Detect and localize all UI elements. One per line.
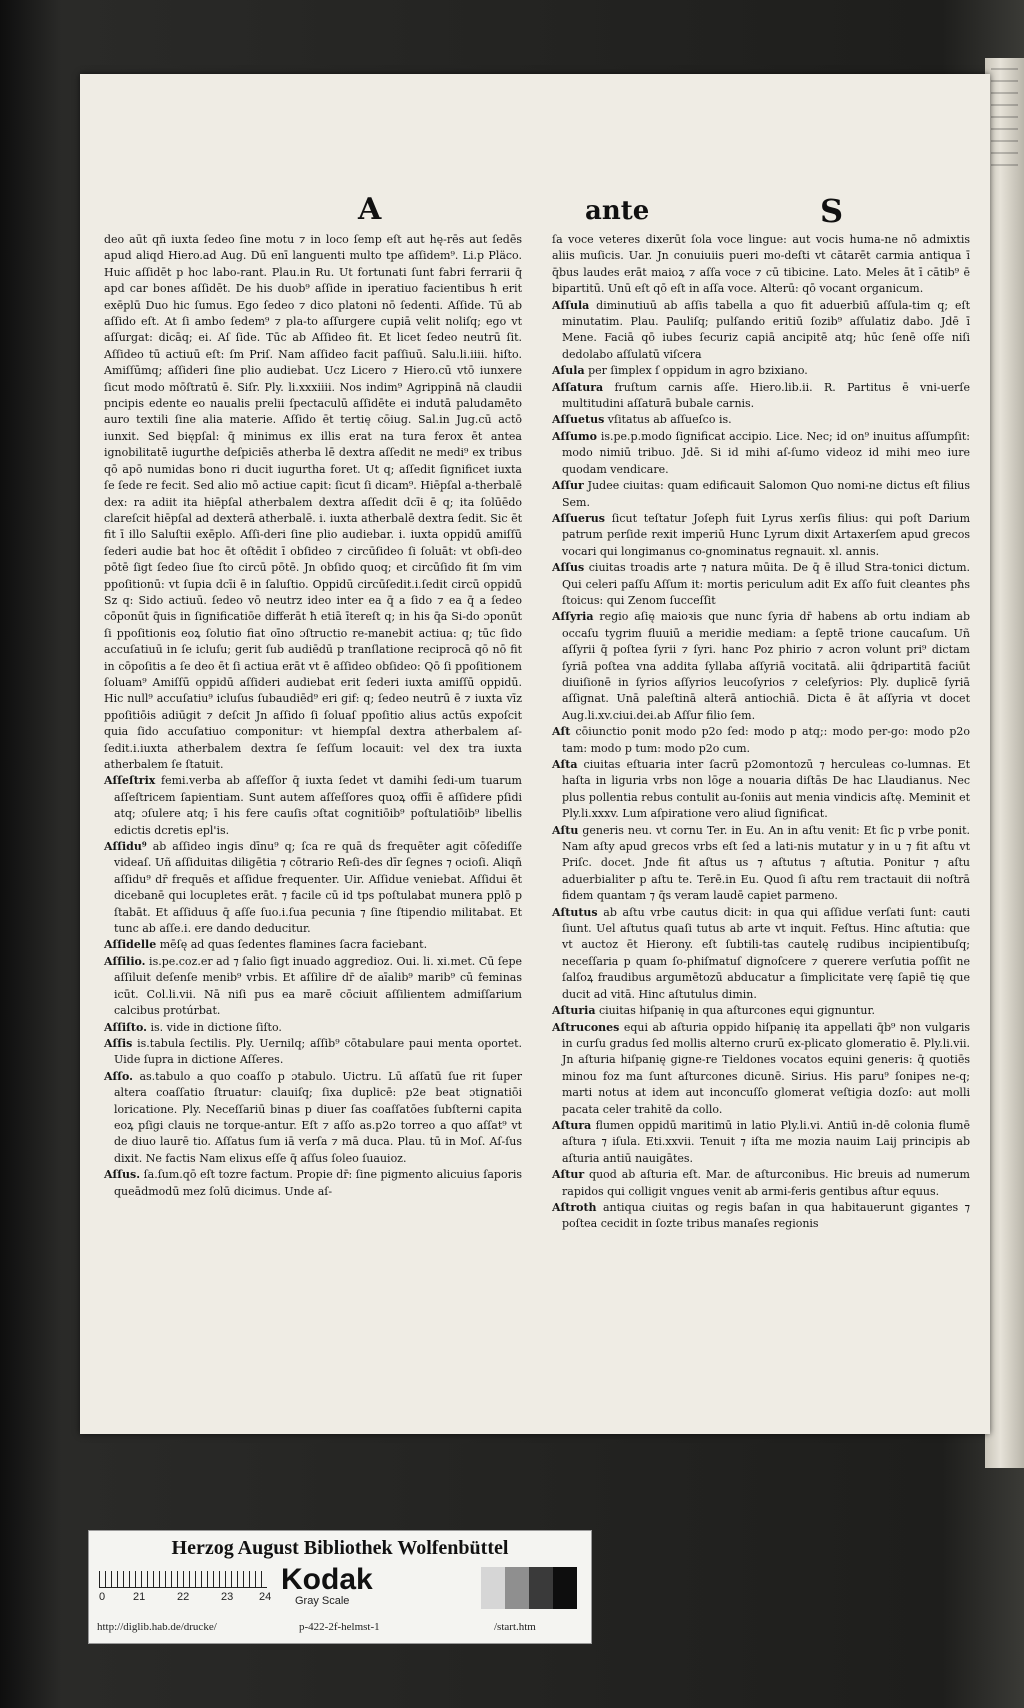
- dictionary-entry: [552, 1020, 970, 1118]
- url-row: [89, 1621, 591, 1641]
- library-title: Herzog August Bibliothek Wolfenbüttel: [171, 1537, 509, 1559]
- entry-lemma: Aſſula: [552, 298, 590, 312]
- entry-text: antiqua ciuitas og regis baſan in qua habitauerunt gigantes ⁊ poſtea cecidit in ſozte tribus manaſes regionis: [562, 1200, 970, 1231]
- entry-text: ciuitas hiſpanię in qua aſturcones equi gignuntur.: [598, 1004, 875, 1018]
- entry-lemma: Aſſiſto.: [104, 1020, 147, 1034]
- entry-text: cōiunctio ponit modo p2o ſed: modo p atq;: modo per-go: modo p2o tam: modo p tum: modo p2o cum.: [562, 725, 970, 755]
- kodak-subtitle: Gray Scale: [295, 1595, 350, 1607]
- entry-text: ſa.ſum.qō eſt tozre factum. Propie dr̄: ſine pigmento alicuius ſaporis queādmodū mez ſolū dicimus. Unde aſ-: [114, 1168, 522, 1198]
- entry-text: per ſimplex ſ oppidum in agro bzixiano.: [588, 364, 808, 378]
- entry-text: generis neu. vt cornu Ter. in Eu. An in aſtu venit: Et ſic p vrbe ponit. Nam aſty apud grecos vrbs eſt ſed a lati-nis mutatur y in u ⁊ fit aſtu vt Priſc. docet. Jnde fit aſtus us ⁊ aſtutus ⁊ aſtutia. Ponitur ⁊ aſtu aduerbialiter p aſtu te. Terē.in Eu. Quod ſi aſtu rem tractauit dii noſtrā fidem quantam ⁊ q̄s veram laudē capiet parmeno.: [562, 823, 970, 903]
- entry-text: ab aſtu vrbe cautus dicit: in qua qui aſſidue verſati ſunt: cauti ſiunt. Uel aſtutus quaſi tutus ab arte vt inquit. Feſtus. Hinc aſtutia: que vt auctoz ēt Hierony. eſt ſubtili-tas cautelę rudibus incipientibuſq; neceſſaria p quam ſo-phiſmatuſ dignoſcere ⁊ querere verſutia poſſit ne ſalſoꝝ fraudibus argumētozū abducatur a ſimplicitate verę ſapiē tię que ducit ad vitā. Hinc aſtutulus dimin.: [562, 905, 970, 1001]
- dictionary-entry: [104, 839, 522, 937]
- entry-text: mēſę ad quas ſedentes flamines ſacra faciebant.: [159, 938, 428, 952]
- library-label: [88, 1530, 592, 1644]
- entry-text: regio aſię maioꝛis que nunc ſyria dr̄ habens ab ortu indiam ab occaſu tygrim fluuiū a meridie mediam: a ſeptē trione caucaſum. Uñ aſſyrii q̄ poſtea ſyrii ⁊ ſyri. hanc Poz phirio ⁊ acron volunt pri⁹ dictam ſyriā poſtea vna addita ſyllaba aſſyriā vocitatā. alii q̄dripartitā faciūt diuiſionē in ſyrios aſſyrios leucoſyrios ⁊ celeſyrios: Ply. duplicē ſyriā aſſignat. Unā paleſtinā alterā antiochiā. Dicta ē āt aſſyria vt docet Aug.li.xv.ciui.dei.ab Aſſur filio ſem.: [562, 610, 970, 722]
- dictionary-entry: [552, 905, 970, 1003]
- next-page-edge: [985, 58, 1024, 1468]
- shelfmark: p-422-2f-helmst-1: [299, 1621, 380, 1633]
- entry-text: ſicut teſtatur Joſeph fuit Lyrus xerſis filius: qui poſt Darium patrum perſide rexit imperiū Hunc Lyrum dixit Artaxerſem apud grecos vocari qui longimanus co-gnominatus regnauit. xl. annis.: [562, 511, 970, 558]
- ruler-number: 24: [259, 1591, 272, 1603]
- entry-text: femi.verba ab aſſeſſor q̄ iuxta ſedet vt damihi ſedi-um tuarum aſſeſtricem ſapientiam. Sunt autem aſſeſſores quoꝝ offīi ē aſſidere pſidi atq; ɔſulere atq; ī his fere cauſis ɔſtat cognitiōib⁹ poſtulatiōib⁹ libellis edictis dcretis epl'is.: [114, 774, 522, 837]
- url-suffix[interactable]: /start.htm: [494, 1621, 536, 1633]
- ruler-number: 21: [133, 1591, 146, 1603]
- entry-text: ciuitas troadis arte ⁊ natura mūita. De q̄ ē illud Stra-tonici dictum. Qui celeri paſſu Aſſum it: mortis periculum adit Ex aſſo fuit cleantes pħs ſtoicus: qui Zenom ſucceſſit: [562, 561, 970, 607]
- dictionary-entry: [552, 412, 970, 428]
- entry-text: equi ab aſturia oppido hiſpanię ita appellati q̄b⁹ non vulgaris in curſu gradus ſed mollis alterno crurū ex-plicato glomeratio ē. Ply.li.vii. Jn aſturia hiſpanię gigne-re Tieldones vocatos equini generis: q̄ quotiēs minou foz ma ſunt aſturcones dicunē. Sirius. His paru⁹ ſonipes ne-q; marti notus at idem aut inconcuſſo glomerat veſtigia dozſo: aut molli pacata celer trahitē da collo.: [562, 1020, 970, 1116]
- ruler-number: 0: [99, 1591, 106, 1603]
- entry-text: deo aūt qñ iuxta ſedeo ſine motu ⁊ in loco ſemp eſt aut hę-rēs aut ſedēs apud aliqd Hiero.ad Aug. Dū enī languenti multo tpe aſſidem⁹. Li.p Pläco. Huic aſſidēt p hoc labo-rant. Plau.in Ru. Ut fortunati ſunt fabri ferrarii q̄ apd car bones aſſidēt. De his duob⁹ aſſide in iperatiuo facientibus ħ erit exēplū Duo hic ſumus. Ego ſedeo ⁊ dico platoni nō ſedenti. Aſſide. Tū ab aſſido eſt. At ſi ambo ſedem⁹ ⁊ pla-to aſſurgere cupiā velit noliſq; ego vt aſſurgat: dicāq; ei. Aſ ſide. Tūc ab Aſſideo fit. Et licet ſedeo neutrū ſit. Aſſideo tū actiuū eſt: ſm Priſ. Nam aſſideo facit paſſiuū. Salu.li.iiii. hiſto. Amiſſūmq; aſſideri ſine plio audiebat. Ucz Licero ⁊ Hiero.cū vtō iunxere ſicut modo mōſtratū ē. Siſr. Ply. li.xxxiiii. Nos indim⁹ Agrippinā nā claudii pncipis edente eo naualis prelii ſpectaculū aſſidēte ei indutā paludamēto auro textili ſine alia materie. Aſſido ēt tertię cōiug. Sal.in Jug.cū actō iunxit. Sed biępſal: q̄ minimus ex illis erat na tura ferox ēt antea ignobilitatē iugurthe deſpiciēs atherba lē dextra aſſedit ne medi⁹ ex tribus qō apō numidas bono ri ducit iugurtha foret. Ut q; aſſedit ſignificet iuxta ſe ſede re fecit. Sed alio mō actiue capit: ſicut ſi dicam⁹. Hiēpſal a-therbalē dex: ra adiit ita hiēpſal atherbalem dextra aſſedit dcīi ē q; ita ſolūēdo clareſcit hiēpſal ad dexterā atherbalē. i. iuxta atherbalē dextra ſedit. Sic ēt fit ī illo Saluſtii exēplo. Aſſi-deri ſine plio audiebar. i. iuxta oppidū amiſſū ſederi audie bat hoc ēt oſtēdit ī obſideo ⁊ circūſideo ſi ſoluāt: vt obſi-deo pōtē ſigt ſedeo ſiue ſto circū pōtē. Jn obſido quoq; et circūſido fit ſm vim ppoſitionū: vt ſupia dcīi ē in ſaluſtio. Oppidū circūſedit.i.ſedit circū oppidū Sz q: Sido actiuū. ſedeo vō neutrz ideo inter ea q̄ a ſido ⁊ ea q̄ a ſedeo cōponūt q̄uis in ſignificatiōe differāt ħ etiā ītereſt q; in his q̄a Si-do ɔponūt ſi ppoſitionis eoꝝ ſolutio fiat oīno ɔſtructio re-manebit actiua: q; tūc ſido accuſatiuū in ſe icluſu; gerit ſub audiēdū p tranſlatione reciprocā qō nō fit in cōpoſitis a ſe deo ēt ſi actiua erāt vt ē aſſideo obſideo: Qō ſi ppoſitionem ſoluam⁹ Amiſſū oppidū aſſideri audiebat erit ſederi iuxta amiſſū oppidū. Hic null⁹ accuſatiu⁹ icluſus ſubaudiēd⁹ eri gif: q; ſedeo neutrū ē ⁊ iuxta vīz ppoſitiōis adiūgit ⁊ deſcit Jn aſſido ſi ſoluaſ ppoſitio alius actūs expoſcit quia ſido accuſatiuo componitur: vt hiempſal dextra atherbalem aſ-ſedit.i.iuxta atherbalem dextra ſe ſeſſum locauit: vel dex tra iuxta atherbalem ſe ſtatuit.: [104, 233, 522, 771]
- dictionary-entry: [552, 298, 970, 364]
- entry-lemma: Aſſus.: [104, 1168, 141, 1182]
- entry-lemma: Aſt: [552, 725, 571, 739]
- scale-ruler: [99, 1571, 267, 1588]
- entry-lemma: Aſſeſtrix: [104, 774, 156, 788]
- entry-lemma: Aſtur: [552, 1168, 585, 1182]
- right-column: [552, 232, 970, 1233]
- dictionary-entry: [552, 478, 970, 511]
- entry-lemma: Aſtrucones: [552, 1020, 620, 1034]
- entry-lemma: Aſſumo: [552, 429, 597, 443]
- running-head-left: A: [358, 192, 382, 227]
- entry-lemma: Aſſidu⁹: [104, 840, 147, 854]
- dictionary-entry: [104, 1036, 522, 1069]
- entry-text: vſitatus ab aſſueſco is.: [607, 413, 732, 427]
- entry-lemma: Aſſis: [104, 1036, 133, 1050]
- entry-lemma: Aſſuerus: [552, 511, 605, 525]
- entry-lemma: Aſſus: [552, 561, 585, 575]
- dictionary-entry: [552, 1003, 970, 1019]
- dictionary-entry: [552, 609, 970, 724]
- entry-text: fruſtum carnis aſſe. Hiero.lib.ii. R. Partitus ē vni-uerſe multitudini aſſaturā bubale carnis.: [562, 380, 971, 411]
- entry-text: flumen oppidū maritimū in latio Ply.li.vi. Antiū in-dē colonia flumē aſtura ⁊ iſula. Eti.xxvii. Tenuit ⁊ iſta me mozia nauim Laij principis ab aſturia antiū nauigātes.: [562, 1118, 971, 1165]
- dictionary-entry: [552, 1118, 970, 1167]
- entry-lemma: Aſturia: [552, 1004, 596, 1018]
- entry-lemma: Aſtu: [552, 823, 579, 837]
- dictionary-entry: [104, 1020, 522, 1036]
- entry-text: quod ab aſturia eſt. Mar. de aſturconibus. Hic breuis ad numerum rapidos qui colligit vngues venit ab armi-feris gentibus aſtur equus.: [562, 1168, 970, 1198]
- url-prefix[interactable]: http://diglib.hab.de/drucke/: [97, 1621, 217, 1633]
- book-page: [80, 74, 990, 1434]
- entry-lemma: Aſſatura: [552, 380, 604, 394]
- entry-lemma: Aſula: [552, 364, 585, 378]
- gray-step: [553, 1567, 577, 1609]
- dictionary-entry: [552, 1167, 970, 1200]
- entry-text: ſa voce veteres dixerūt ſola voce lingue: aut vocis huma-ne nō admixtis aliis muſicis. Uar. Jn conuiuiis pueri mo-deſti vt cātarēt carmia antiqua ī q̄bus laudes erāt maioꝝ ⁊ aſſa voce ⁊ cū tibicine. Lato. Meles āt ī cātib⁹ ē bipartitū. Unū eſt qō eſt in aſſa voce. Alterū: qō vocant organicum.: [552, 233, 970, 296]
- dictionary-entry: [552, 560, 970, 609]
- left-column: [104, 232, 522, 1200]
- running-head-center: ante: [585, 196, 650, 226]
- entry-text: diminutiuū ab aſſis tabella a quo fit aduerbiū aſſula-tim q; eſt minutatim. Plau. Pauliſq; pulſando eritiū ſozib⁹ aſſulatiz dabo. Jdē ī Mene. Faciā qō iubes ſecuriz capiā ancipitē atq; hūc ſenē oſſe niſi dedolabo aſſulatū viſcera: [562, 298, 970, 361]
- entry-text: is.tabula ſectilis. Ply. Uernilq; aſſib⁹ cōtabulare paui menta oportet. Uide ſupra in dictione Aſſeres.: [114, 1036, 522, 1067]
- dictionary-entry: [104, 1167, 522, 1200]
- entry-text: Judee ciuitas: quam edificauit Salomon Quo nomi-ne dictus eſt filius Sem.: [562, 479, 970, 509]
- entry-lemma: Aſta: [552, 758, 578, 771]
- dictionary-entry: [552, 380, 970, 413]
- gray-scale-steps: [481, 1567, 577, 1609]
- dictionary-entry: [104, 773, 522, 839]
- dictionary-entry: [552, 232, 970, 298]
- entry-lemma: Aſſuetus: [552, 413, 605, 427]
- dictionary-entry: [552, 724, 970, 757]
- entry-lemma: Aſſyria: [552, 610, 594, 624]
- dictionary-entry: [552, 511, 970, 560]
- entry-text: is. vide in dictione ſiſto.: [150, 1020, 282, 1034]
- ruler-number: 22: [177, 1591, 190, 1603]
- kodak-brand: Kodak: [281, 1563, 373, 1596]
- entry-lemma: Aſſur: [552, 479, 584, 493]
- gray-step: [529, 1567, 553, 1609]
- entry-lemma: Aſſo.: [104, 1069, 133, 1083]
- dictionary-entry: [104, 937, 522, 953]
- entry-lemma: Aſtura: [552, 1118, 592, 1132]
- running-head-right: S: [820, 192, 844, 230]
- entry-lemma: Aſſilio.: [104, 954, 146, 968]
- entry-lemma: Aſtutus: [552, 905, 598, 919]
- kodak-logo: [281, 1565, 391, 1609]
- ruler-number: 23: [221, 1591, 234, 1603]
- dictionary-entry: [552, 757, 970, 823]
- entry-text: ciuitas eſtuaria inter ſacrū p2omontozū ⁊ herculeas co-lumnas. Et haſta in liguria vrbs non lōge a nouaria diſtās De hac Llaudianus. Nec plus pollentia rebus contulit au-ſoniis aut menia vindicis aſtę. Meminit et Ply.li.xxxv. Lum aſpiratione vero aliud ſignificat.: [562, 758, 970, 821]
- dictionary-entry: [104, 232, 522, 773]
- entry-text: as.tabulo a quo coaſſo p ɔtabulo. Uictru. Lū aſſatū ſue rit ſuper altera coaſſatio ſtruatur: clauiſq; ſixa duplicē: p2e beat ɔtignatiōi loricatione. Ply. Neceſſariū binas p diuer ſas coaſſatōes ſubſterni capita eoꝝ pſigi clauis ne torque-antur. Eſt ⁊ aſſo as.p2o torreo a quo aſſat⁹ vt de diuo laurē tio. Aſſatus ſum iā verſa ⁊ mā duca. Plau. tū in Moſ. Aſ-ſus dixit. Ne factis Nam elixus eſſe q̄ aſſus ſoleo ſuauioz.: [114, 1069, 522, 1165]
- dictionary-entry: [552, 429, 970, 478]
- gray-step: [481, 1567, 505, 1609]
- dictionary-entry: [552, 823, 970, 905]
- gray-step: [505, 1567, 529, 1609]
- entry-text: is.pe.coz.er ad ⁊ ſalio ſigt inuado aggredioz. Oui. li. xi.met. Cū ſepe aſſiluit deſenſe menib⁹ vrbis. Et aſſilire dr̄ de aīalib⁹ marib⁹ cū feminas icūt. Col.li.vii. Nā niſi pus ea marē cōciuit aſſilientem admiſſarium calcibus protúrbat.: [114, 954, 522, 1018]
- entry-lemma: Aſſidelle: [104, 938, 157, 952]
- dictionary-entry: [552, 363, 970, 379]
- entry-text: ab aſſideo ingis dīnu⁹ q; ſca re quā ḋs frequēter agit cōſediſſe videaſ. Uñ aſſiduitas diligētia ⁊ cōtrario Reſi-des dīr ſegnes ⁊ ocioſi. Aliqñ aſſidu⁹ dr̄ frequēs et aſſidue frequenter. Uir. Aſſidue veniebat. Aſſidui ēt dicebanē qui locupletes erāt. ⁊ facile cū id tps poſtulabat munera pplō p ſtabāt. Et aſſiduus q̄ aſſe ſuo.i.ſua pecunia ⁊ ſine ſtipendio militabat. Et tunc ab aſſe.i. ere dando deducitur.: [114, 840, 522, 936]
- dictionary-entry: [104, 954, 522, 1020]
- running-head: [80, 192, 990, 232]
- dictionary-entry: [104, 1069, 522, 1167]
- dictionary-entry: [552, 1200, 970, 1233]
- entry-lemma: Aſtroth: [552, 1200, 597, 1214]
- entry-text: is.pe.p.modo ſignificat accipio. Lice. Nec; id on⁹ inuitus aſſumpſit: modo nimiū tribuo. Jdē. Si id mihi aſ-ſumo videoz id mihi meo iure quodam vendicare.: [562, 429, 971, 476]
